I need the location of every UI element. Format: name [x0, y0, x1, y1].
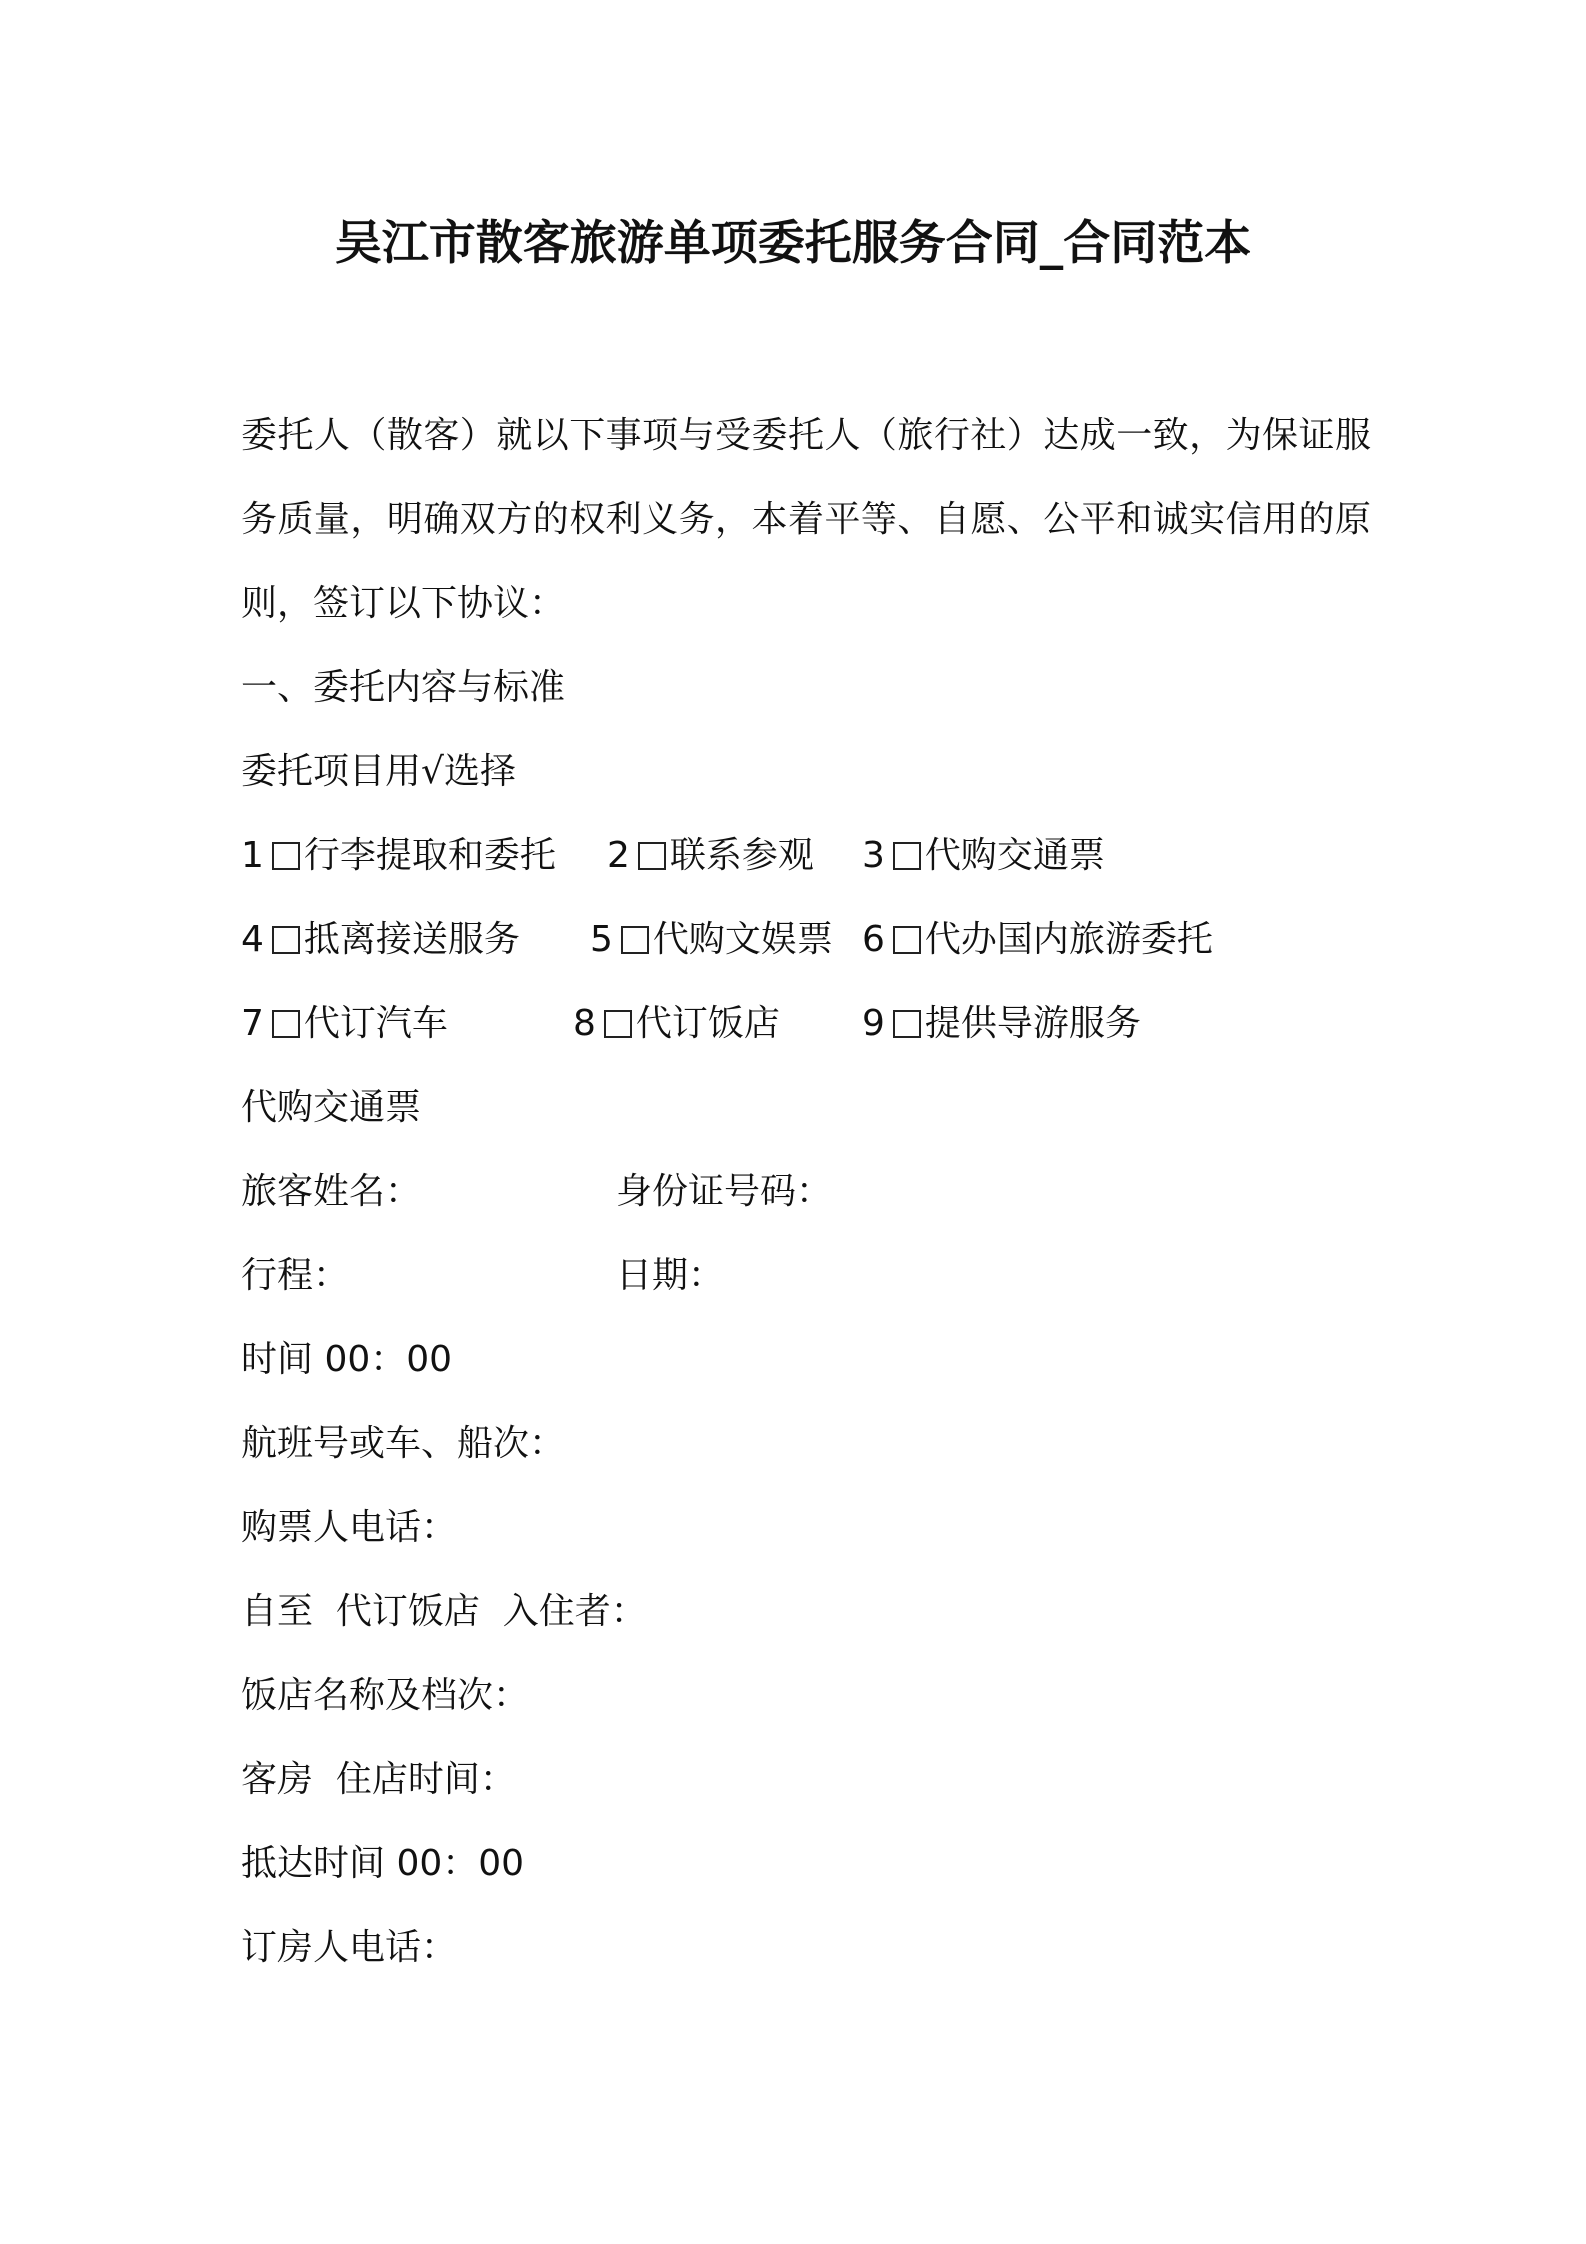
option-number: 3 [862, 835, 885, 876]
itinerary-row [241, 1234, 1371, 1318]
option-label: 行李提取和委托 [303, 835, 556, 876]
option-row-3 [241, 982, 1371, 1066]
room-stay-label: 客房 住店时间： [241, 1759, 516, 1800]
option-number: 2 [607, 835, 630, 876]
option-number: 7 [241, 1003, 264, 1044]
hotel-occupant-label: 自至 代订饭店 入住者： [241, 1591, 647, 1632]
option-number: 9 [862, 1003, 885, 1044]
checkbox[interactable] [272, 926, 300, 954]
passenger-row [241, 1150, 1371, 1234]
option-item-4 [241, 898, 520, 982]
option-label: 代购交通票 [924, 835, 1105, 876]
option-item-2 [607, 814, 814, 898]
checkbox[interactable] [272, 842, 300, 870]
itinerary-label: 行程： [241, 1255, 350, 1296]
option-item-1 [241, 814, 556, 898]
intro-paragraph: 委托人（散客）就以下事项与受委托人（旅行社）达成一致，为保证服务质量，明确双方的权利义务，本着平等、自愿、公平和诚实信用的原则，签订以下协议： [241, 415, 1371, 624]
flight-label: 航班号或车、船次： [241, 1423, 566, 1464]
option-item-8 [573, 982, 780, 1066]
option-number: 1 [241, 835, 264, 876]
option-item-9 [862, 982, 1141, 1066]
id-number-label: 身份证号码： [616, 1171, 833, 1212]
passenger-name-label: 旅客姓名： [241, 1171, 422, 1212]
option-label: 抵离接送服务 [303, 919, 520, 960]
option-label: 代订汽车 [303, 1003, 448, 1044]
option-item-6 [862, 898, 1213, 982]
selection-note: 委托项目用√选择 [241, 751, 516, 792]
checkbox[interactable] [621, 926, 649, 954]
option-row-1 [241, 814, 1371, 898]
hotel-name-label: 饭店名称及档次： [241, 1675, 530, 1716]
checkbox[interactable] [893, 1010, 921, 1038]
checkbox[interactable] [604, 1010, 632, 1038]
option-number: 8 [573, 1003, 596, 1044]
option-label: 联系参观 [669, 835, 814, 876]
option-row-2 [241, 898, 1371, 982]
arrival-time-label: 抵达时间 00：00 [241, 1843, 525, 1884]
ticket-heading: 代购交通票 [241, 1087, 422, 1128]
section-heading: 一、委托内容与标准 [241, 667, 566, 708]
option-label: 提供导游服务 [924, 1003, 1141, 1044]
option-item-3 [862, 814, 1105, 898]
document-title: 吴江市散客旅游单项委托服务合同_合同范本 [334, 216, 1252, 271]
checkbox[interactable] [893, 926, 921, 954]
option-label: 代办国内旅游委托 [924, 919, 1213, 960]
date-label: 日期： [616, 1255, 725, 1296]
checkbox[interactable] [893, 842, 921, 870]
option-label: 代购文娱票 [652, 919, 833, 960]
option-item-7 [241, 982, 448, 1066]
document-body [241, 394, 1371, 1990]
time-label: 时间 00：00 [241, 1339, 453, 1380]
checkbox[interactable] [272, 1010, 300, 1038]
option-number: 6 [862, 919, 885, 960]
option-label: 代订饭店 [635, 1003, 780, 1044]
option-number: 4 [241, 919, 264, 960]
option-item-5 [590, 898, 833, 982]
checkbox[interactable] [638, 842, 666, 870]
buyer-phone-label: 购票人电话： [241, 1507, 458, 1548]
option-number: 5 [590, 919, 613, 960]
booker-phone-label: 订房人电话： [241, 1927, 458, 1968]
